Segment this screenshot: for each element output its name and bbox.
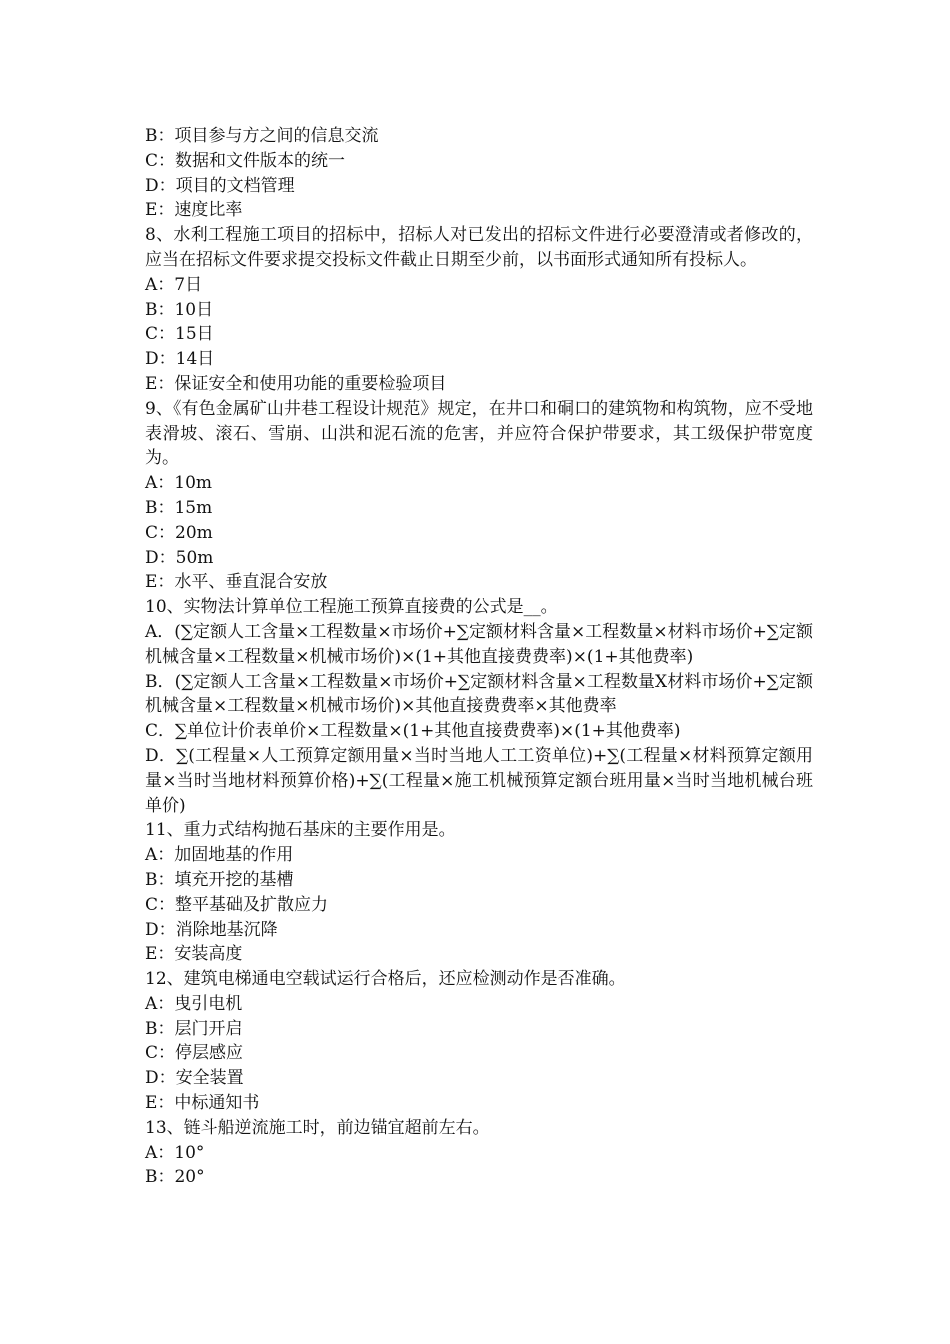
- option-d: D：安全装置: [145, 1068, 244, 1089]
- option-e: E：安装高度: [145, 944, 243, 965]
- question-9: 9、《有色金属矿山井巷工程设计规范》规定，在井口和硐口的建筑物和构筑物，应不受地表滑坡、滚石、雪崩、山洪和泥石流的危害，并应符合保护带要求，其工级保护带宽度为。: [145, 398, 813, 469]
- option-d: D：14日: [145, 349, 215, 370]
- option-e: E：保证安全和使用功能的重要检验项目: [145, 373, 447, 394]
- question-8: 8、水利工程施工项目的招标中，招标人对已发出的招标文件进行必要澄清或者修改的，应当在招标文件要求提交投标文件截止日期至少前，以书面形式通知所有投标人。: [145, 225, 813, 270]
- option-c: C：整平基础及扩散应力: [145, 894, 329, 915]
- option-e: E：水平、垂直混合安放: [145, 572, 328, 593]
- option-c: C：15日: [145, 324, 214, 345]
- option-b: B：填充开挖的基槽: [145, 869, 294, 890]
- option-c: C：20m: [145, 522, 213, 543]
- option-b: B：15m: [145, 497, 213, 518]
- option-a: A：加固地基的作用: [145, 845, 294, 866]
- option-c: C：停层感应: [145, 1043, 244, 1064]
- question-11: 11、重力式结构抛石基床的主要作用是。: [145, 820, 456, 841]
- option-c: C：数据和文件版本的统一: [145, 150, 346, 171]
- document-page: [145, 124, 813, 1190]
- option-e: E：中标通知书: [145, 1093, 260, 1114]
- option-d: D：50m: [145, 547, 214, 568]
- option-d: D：项目的文档管理: [145, 175, 295, 196]
- option-a: A：7日: [145, 274, 203, 295]
- option-d: D：消除地基沉降: [145, 919, 278, 940]
- question-10: 10、实物法计算单位工程施工预算直接费的公式是__。: [145, 597, 558, 618]
- option-c: C．∑单位计价表单价×工程数量×(1+其他直接费费率)×(1+其他费率): [145, 721, 681, 742]
- option-a: A：10m: [145, 473, 213, 494]
- option-d: D．∑(工程量×人工预算定额用量×当时当地人工工资单位)+∑(工程量×材料预算定额用量×当时当地材料预算价格)+∑(工程量×施工机械预算定额台班用量×当时当地机械台班单价): [145, 745, 813, 816]
- option-b: B：10日: [145, 299, 214, 320]
- option-b: B：层门开启: [145, 1018, 243, 1039]
- option-a: A：10°: [145, 1142, 205, 1163]
- option-e: E：速度比率: [145, 200, 243, 221]
- question-13: 13、链斗船逆流施工时，前边锚宜超前左右。: [145, 1117, 490, 1138]
- option-b: B．(∑定额人工含量×工程数量×市场价+∑定额材料含量×工程数量X材料市场价+∑定额机械含量×工程数量×机械市场价)×其他直接费费率×其他费率: [145, 671, 813, 717]
- option-b: B：20°: [145, 1167, 205, 1188]
- option-b: B：项目参与方之间的信息交流: [145, 126, 379, 146]
- option-a: A：曳引电机: [145, 993, 243, 1014]
- option-a: A．(∑定额人工含量×工程数量×市场价+∑定额材料含量×工程数量×材料市场价+∑定额机械含量×工程数量×机械市场价)×(1+其他直接费费率)×(1+其他费率): [145, 621, 813, 667]
- question-12: 12、建筑电梯通电空载试运行合格后，还应检测动作是否准确。: [145, 969, 626, 990]
